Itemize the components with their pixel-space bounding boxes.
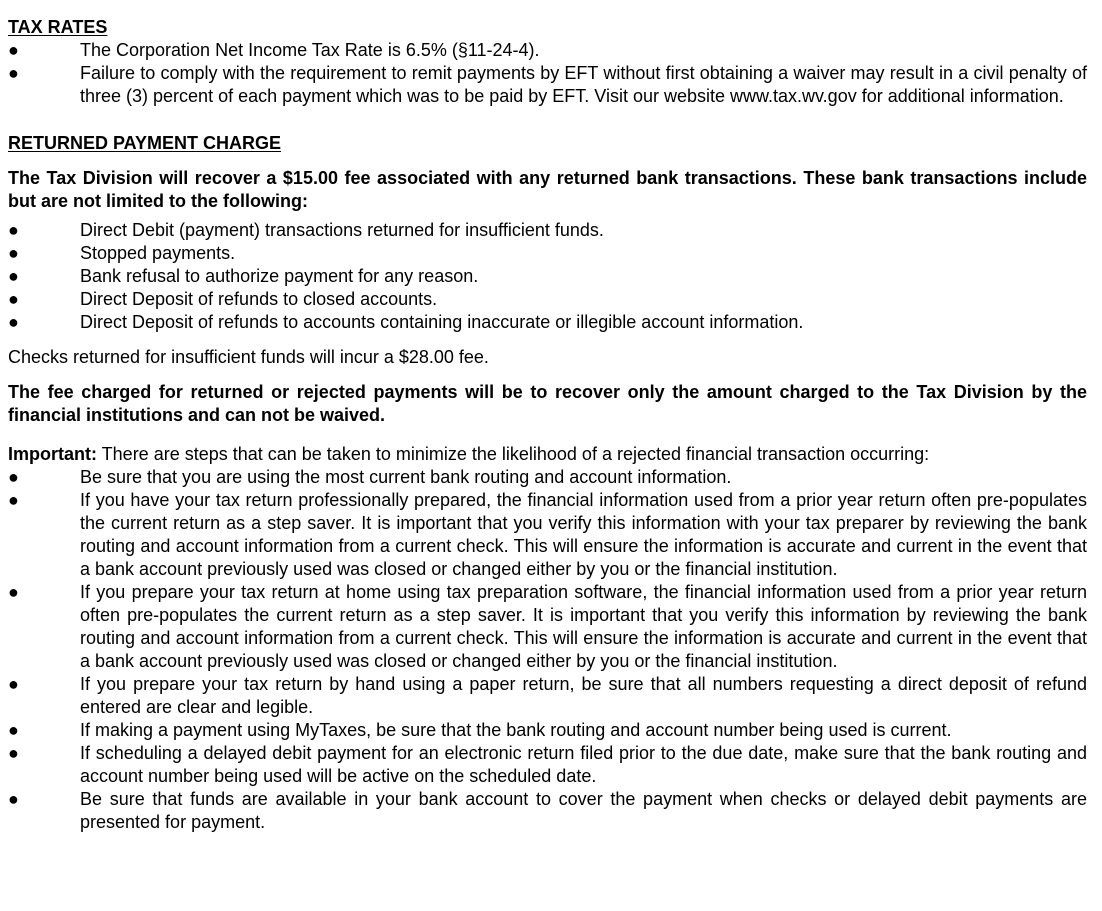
list-item-text: Direct Deposit of refunds to closed accounts. — [80, 289, 438, 309]
bullet-icon: ● — [8, 674, 19, 694]
list-item-text: Be sure that you are using the most current bank routing and account information. — [80, 467, 732, 487]
list-item — [8, 219, 1087, 242]
returned-payment-intro: The Tax Division will recover a $15.00 fee associated with any returned bank transactions. These bank transactions include but are not limited to the following: — [8, 168, 1087, 211]
list-item-text: Bank refusal to authorize payment for any reason. — [80, 266, 479, 286]
returned-payment-list — [8, 219, 1087, 334]
bullet-icon: ● — [8, 312, 19, 332]
list-item — [8, 311, 1087, 334]
list-item-text: If you prepare your tax return by hand using a paper return, be sure that all numbers requesting a direct deposit of refund entered are clear and legible. — [80, 674, 1087, 717]
bullet-icon: ● — [8, 490, 19, 510]
document-page — [8, 16, 1087, 834]
bullet-icon: ● — [8, 220, 19, 240]
bullet-icon: ● — [8, 720, 19, 740]
list-item-text: If scheduling a delayed debit payment for an electronic return filed prior to the due date, make sure that the bank routing and account number being used will be active on the scheduled date. — [80, 743, 1087, 786]
list-item-text: If you have your tax return professionally prepared, the financial information used from a prior year return often pre-populates the current return as a step saver. It is important that you verify this information with your tax preparer by reviewing the bank routing and account information from a current check. This will ensure the information is accurate and current in the event that a bank account previously used was closed or changed either by you or the financial institution. — [80, 490, 1087, 579]
important-section — [8, 443, 1087, 834]
important-label: Important: — [8, 444, 97, 464]
list-item-text: The Corporation Net Income Tax Rate is 6.5% (§11-24-4). — [80, 40, 540, 60]
bullet-icon: ● — [8, 40, 19, 60]
important-text: There are steps that can be taken to minimize the likelihood of a rejected financial transaction occurring: — [97, 444, 930, 464]
list-item-text: Direct Debit (payment) transactions returned for insufficient funds. — [80, 220, 604, 240]
returned-payment-section — [8, 132, 1087, 427]
bullet-icon: ● — [8, 63, 19, 83]
list-item-text: If making a payment using MyTaxes, be sure that the bank routing and account number being used is current. — [80, 720, 952, 740]
tax-rates-section — [8, 16, 1087, 108]
list-item — [8, 242, 1087, 265]
list-item-text: Stopped payments. — [80, 243, 236, 263]
important-list — [8, 466, 1087, 834]
fee-not-waived-note: The fee charged for returned or rejected payments will be to recover only the amount charged to the Tax Division by the financial institutions and can not be waived. — [8, 382, 1087, 425]
list-item — [8, 719, 1087, 742]
bullet-icon: ● — [8, 789, 19, 809]
list-item — [8, 265, 1087, 288]
list-item-text: Be sure that funds are available in your bank account to cover the payment when checks or delayed debit payments are presented for payment. — [80, 789, 1087, 832]
list-item — [8, 673, 1087, 719]
list-item — [8, 288, 1087, 311]
tax-rates-list — [8, 39, 1087, 108]
bullet-icon: ● — [8, 243, 19, 263]
list-item — [8, 742, 1087, 788]
bullet-icon: ● — [8, 289, 19, 309]
list-item-text: Direct Deposit of refunds to accounts containing inaccurate or illegible account information. — [80, 312, 804, 332]
list-item — [8, 489, 1087, 581]
list-item — [8, 788, 1087, 834]
list-item — [8, 39, 1087, 62]
list-item — [8, 581, 1087, 673]
list-item — [8, 466, 1087, 489]
list-item — [8, 62, 1087, 108]
returned-payment-heading: RETURNED PAYMENT CHARGE — [8, 133, 282, 153]
bullet-icon: ● — [8, 266, 19, 286]
bullet-icon: ● — [8, 743, 19, 763]
bullet-icon: ● — [8, 582, 19, 602]
tax-rates-heading: TAX RATES — [8, 17, 108, 37]
list-item-text: Failure to comply with the requirement to remit payments by EFT without first obtaining a waiver may result in a civil penalty of three (3) percent of each payment which was to be paid by EFT. Visit our website www.tax.wv.gov for additional information. — [80, 63, 1087, 106]
list-item-text: If you prepare your tax return at home using tax preparation software, the financial information used from a prior year return often pre-populates the current return as a step saver. It is important that you verify this information by reviewing the bank routing and account information from a current check. This will ensure the information is accurate and current in the event that a bank account previously used was closed or changed either by you or the financial institution. — [80, 582, 1087, 671]
bullet-icon: ● — [8, 467, 19, 487]
important-intro — [8, 443, 1087, 466]
checks-returned-note: Checks returned for insufficient funds will incur a $28.00 fee. — [8, 347, 489, 367]
